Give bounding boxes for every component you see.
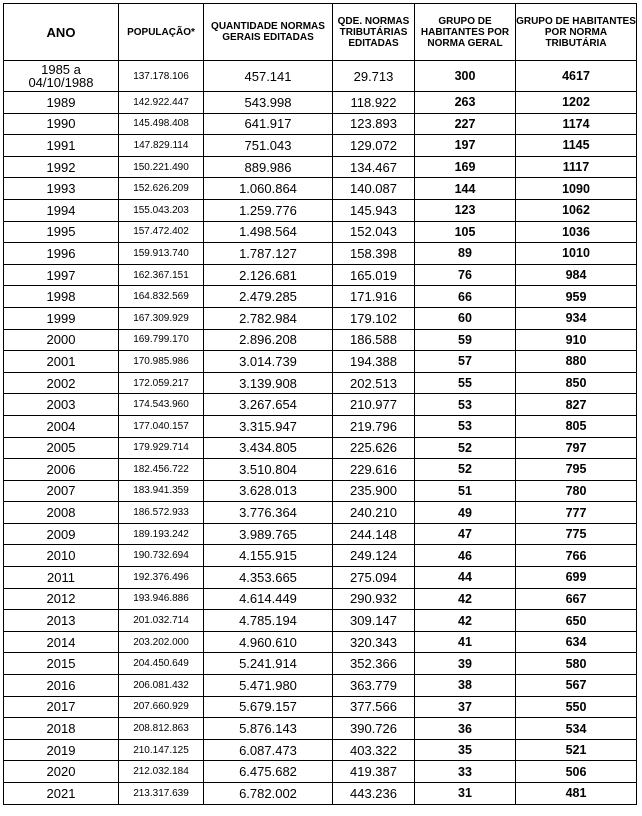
normas-tributarias-cell: 320.343 (333, 631, 415, 653)
habitantes-norma-tributaria-cell: 567 (516, 675, 637, 697)
header-ano: ANO (4, 4, 119, 61)
year-cell: 2011 (4, 567, 119, 589)
habitantes-norma-geral-cell: 47 (415, 523, 516, 545)
table-row (4, 199, 637, 221)
table-row (4, 610, 637, 632)
population-cell: 212.032.184 (119, 761, 204, 783)
year-cell: 2016 (4, 675, 119, 697)
normas-tributarias-cell: 29.713 (333, 61, 415, 92)
habitantes-norma-geral-cell: 66 (415, 286, 516, 308)
habitantes-norma-tributaria-cell: 699 (516, 567, 637, 589)
year-cell (4, 61, 119, 92)
table-row (4, 61, 637, 92)
year-cell-line1: 1985 a (41, 62, 81, 77)
normas-gerais-cell: 3.315.947 (204, 415, 333, 437)
population-cell: 179.929.714 (119, 437, 204, 459)
population-cell: 137.178.106 (119, 61, 204, 92)
habitantes-norma-geral-cell: 123 (415, 199, 516, 221)
year-cell: 2007 (4, 480, 119, 502)
header-habitantes-norma-tributaria: GRUPO DE HABITANTES POR NORMA TRIBUTÁRIA (516, 4, 637, 61)
habitantes-norma-tributaria-cell: 1090 (516, 178, 637, 200)
habitantes-norma-geral-cell: 41 (415, 631, 516, 653)
habitantes-norma-geral-cell: 227 (415, 113, 516, 135)
normas-gerais-cell: 4.155.915 (204, 545, 333, 567)
header-normas-tributarias: QDE. NORMAS TRIBUTÁRIAS EDITADAS (333, 4, 415, 61)
header-normas-gerais: QUANTIDADE NORMAS GERAIS EDITADAS (204, 4, 333, 61)
population-cell: 203.202.000 (119, 631, 204, 653)
normas-gerais-cell: 3.776.364 (204, 502, 333, 524)
habitantes-norma-geral-cell: 144 (415, 178, 516, 200)
habitantes-norma-tributaria-cell: 827 (516, 394, 637, 416)
habitantes-norma-tributaria-cell: 534 (516, 718, 637, 740)
population-cell: 167.309.929 (119, 307, 204, 329)
table-row (4, 653, 637, 675)
year-cell: 2015 (4, 653, 119, 675)
normas-tributarias-cell: 134.467 (333, 156, 415, 178)
normas-gerais-cell: 5.241.914 (204, 653, 333, 675)
year-cell: 2006 (4, 459, 119, 481)
habitantes-norma-geral-cell: 49 (415, 502, 516, 524)
table-row (4, 545, 637, 567)
normas-gerais-cell: 3.434.805 (204, 437, 333, 459)
habitantes-norma-geral-cell: 51 (415, 480, 516, 502)
habitantes-norma-tributaria-cell: 1117 (516, 156, 637, 178)
normas-gerais-cell: 751.043 (204, 135, 333, 157)
normas-tributarias-cell: 171.916 (333, 286, 415, 308)
habitantes-norma-geral-cell: 35 (415, 739, 516, 761)
year-cell: 2019 (4, 739, 119, 761)
normas-gerais-cell: 3.628.013 (204, 480, 333, 502)
habitantes-norma-tributaria-cell: 880 (516, 351, 637, 373)
habitantes-norma-tributaria-cell: 650 (516, 610, 637, 632)
population-cell: 142.922.447 (119, 92, 204, 114)
population-cell: 162.367.151 (119, 264, 204, 286)
table-row (4, 783, 637, 805)
normas-tributarias-cell: 194.388 (333, 351, 415, 373)
habitantes-norma-tributaria-cell: 797 (516, 437, 637, 459)
normas-tributarias-cell: 229.616 (333, 459, 415, 481)
normas-tributarias-cell: 165.019 (333, 264, 415, 286)
population-cell: 186.572.933 (119, 502, 204, 524)
normas-tributarias-cell: 403.322 (333, 739, 415, 761)
normas-tributarias-cell: 244.148 (333, 523, 415, 545)
habitantes-norma-tributaria-cell: 766 (516, 545, 637, 567)
population-cell: 192.376.496 (119, 567, 204, 589)
population-cell: 182.456.722 (119, 459, 204, 481)
population-cell: 189.193.242 (119, 523, 204, 545)
normas-tributarias-cell: 158.398 (333, 243, 415, 265)
table-row (4, 135, 637, 157)
habitantes-norma-tributaria-cell: 780 (516, 480, 637, 502)
normas-tributarias-cell: 123.893 (333, 113, 415, 135)
habitantes-norma-tributaria-cell: 850 (516, 372, 637, 394)
normas-gerais-cell: 5.471.980 (204, 675, 333, 697)
population-cell: 159.913.740 (119, 243, 204, 265)
year-cell-line2: 04/10/1988 (28, 75, 94, 90)
year-cell: 1995 (4, 221, 119, 243)
population-cell: 174.543.960 (119, 394, 204, 416)
population-cell: 208.812.863 (119, 718, 204, 740)
normas-tributarias-cell: 179.102 (333, 307, 415, 329)
table-row (4, 739, 637, 761)
normas-gerais-cell: 4.960.610 (204, 631, 333, 653)
normas-tributarias-cell: 210.977 (333, 394, 415, 416)
normas-gerais-cell: 1.259.776 (204, 199, 333, 221)
year-cell: 1993 (4, 178, 119, 200)
normas-gerais-cell: 1.787.127 (204, 243, 333, 265)
normas-gerais-cell: 1.060.864 (204, 178, 333, 200)
normas-tributarias-cell: 140.087 (333, 178, 415, 200)
habitantes-norma-geral-cell: 89 (415, 243, 516, 265)
year-cell: 2017 (4, 696, 119, 718)
table-row (4, 113, 637, 135)
table-row (4, 675, 637, 697)
population-cell: 150.221.490 (119, 156, 204, 178)
table-row (4, 459, 637, 481)
year-cell: 2000 (4, 329, 119, 351)
population-cell: 147.829.114 (119, 135, 204, 157)
table-row (4, 567, 637, 589)
population-cell: 207.660.929 (119, 696, 204, 718)
table-row (4, 156, 637, 178)
habitantes-norma-tributaria-cell: 1145 (516, 135, 637, 157)
habitantes-norma-tributaria-cell: 4617 (516, 61, 637, 92)
year-cell: 1989 (4, 92, 119, 114)
year-cell: 2020 (4, 761, 119, 783)
normas-gerais-cell: 543.998 (204, 92, 333, 114)
normas-tributarias-cell: 186.588 (333, 329, 415, 351)
normas-tributarias-cell: 443.236 (333, 783, 415, 805)
year-cell: 2014 (4, 631, 119, 653)
normas-table (3, 3, 637, 805)
table-row (4, 329, 637, 351)
population-cell: 157.472.402 (119, 221, 204, 243)
habitantes-norma-tributaria-cell: 805 (516, 415, 637, 437)
habitantes-norma-tributaria-cell: 775 (516, 523, 637, 545)
habitantes-norma-geral-cell: 36 (415, 718, 516, 740)
table-row (4, 221, 637, 243)
habitantes-norma-tributaria-cell: 910 (516, 329, 637, 351)
table-row (4, 243, 637, 265)
year-cell: 1994 (4, 199, 119, 221)
normas-gerais-cell: 3.139.908 (204, 372, 333, 394)
normas-gerais-cell: 4.785.194 (204, 610, 333, 632)
population-cell: 206.081.432 (119, 675, 204, 697)
table-row (4, 761, 637, 783)
habitantes-norma-tributaria-cell: 1036 (516, 221, 637, 243)
habitantes-norma-tributaria-cell: 1174 (516, 113, 637, 135)
year-cell: 2005 (4, 437, 119, 459)
habitantes-norma-tributaria-cell: 1010 (516, 243, 637, 265)
normas-gerais-cell: 2.896.208 (204, 329, 333, 351)
normas-tributarias-cell: 275.094 (333, 567, 415, 589)
habitantes-norma-tributaria-cell: 795 (516, 459, 637, 481)
normas-tributarias-cell: 129.072 (333, 135, 415, 157)
table-row (4, 394, 637, 416)
habitantes-norma-geral-cell: 33 (415, 761, 516, 783)
habitantes-norma-geral-cell: 53 (415, 394, 516, 416)
normas-gerais-cell: 3.510.804 (204, 459, 333, 481)
normas-gerais-cell: 5.876.143 (204, 718, 333, 740)
year-cell: 2008 (4, 502, 119, 524)
normas-tributarias-cell: 240.210 (333, 502, 415, 524)
habitantes-norma-tributaria-cell: 1062 (516, 199, 637, 221)
table-row (4, 696, 637, 718)
header-habitantes-norma-geral: GRUPO DE HABITANTES POR NORMA GERAL (415, 4, 516, 61)
habitantes-norma-geral-cell: 42 (415, 588, 516, 610)
habitantes-norma-geral-cell: 57 (415, 351, 516, 373)
habitantes-norma-tributaria-cell: 550 (516, 696, 637, 718)
habitantes-norma-geral-cell: 76 (415, 264, 516, 286)
normas-tributarias-cell: 235.900 (333, 480, 415, 502)
habitantes-norma-geral-cell: 60 (415, 307, 516, 329)
normas-tributarias-cell: 225.626 (333, 437, 415, 459)
normas-tributarias-cell: 249.124 (333, 545, 415, 567)
population-cell: 152.626.209 (119, 178, 204, 200)
habitantes-norma-geral-cell: 31 (415, 783, 516, 805)
habitantes-norma-tributaria-cell: 777 (516, 502, 637, 524)
normas-gerais-cell: 2.126.681 (204, 264, 333, 286)
normas-gerais-cell: 5.679.157 (204, 696, 333, 718)
table-row (4, 286, 637, 308)
habitantes-norma-tributaria-cell: 667 (516, 588, 637, 610)
normas-tributarias-cell: 290.932 (333, 588, 415, 610)
year-cell: 2003 (4, 394, 119, 416)
habitantes-norma-tributaria-cell: 481 (516, 783, 637, 805)
table-row (4, 502, 637, 524)
habitantes-norma-geral-cell: 42 (415, 610, 516, 632)
table-row (4, 264, 637, 286)
table-row (4, 437, 637, 459)
habitantes-norma-geral-cell: 55 (415, 372, 516, 394)
header-populacao: POPULAÇÃO* (119, 4, 204, 61)
normas-gerais-cell: 2.782.984 (204, 307, 333, 329)
population-cell: 164.832.569 (119, 286, 204, 308)
year-cell: 2009 (4, 523, 119, 545)
normas-gerais-cell: 1.498.564 (204, 221, 333, 243)
normas-gerais-cell: 3.267.654 (204, 394, 333, 416)
year-cell: 1999 (4, 307, 119, 329)
habitantes-norma-geral-cell: 300 (415, 61, 516, 92)
year-cell: 1998 (4, 286, 119, 308)
population-cell: 145.498.408 (119, 113, 204, 135)
population-cell: 201.032.714 (119, 610, 204, 632)
population-cell: 193.946.886 (119, 588, 204, 610)
normas-tributarias-cell: 219.796 (333, 415, 415, 437)
habitantes-norma-geral-cell: 52 (415, 459, 516, 481)
table-row (4, 415, 637, 437)
table-row (4, 523, 637, 545)
habitantes-norma-tributaria-cell: 1202 (516, 92, 637, 114)
normas-gerais-cell: 889.986 (204, 156, 333, 178)
year-cell: 2004 (4, 415, 119, 437)
population-cell: 170.985.986 (119, 351, 204, 373)
year-cell: 1991 (4, 135, 119, 157)
normas-gerais-cell: 3.989.765 (204, 523, 333, 545)
normas-tributarias-cell: 363.779 (333, 675, 415, 697)
normas-tributarias-cell: 377.566 (333, 696, 415, 718)
habitantes-norma-tributaria-cell: 984 (516, 264, 637, 286)
table-header (4, 4, 637, 61)
population-cell: 172.059.217 (119, 372, 204, 394)
normas-gerais-cell: 2.479.285 (204, 286, 333, 308)
normas-tributarias-cell: 145.943 (333, 199, 415, 221)
table-row (4, 92, 637, 114)
population-cell: 169.799.170 (119, 329, 204, 351)
normas-tributarias-cell: 390.726 (333, 718, 415, 740)
population-cell: 213.317.639 (119, 783, 204, 805)
normas-gerais-cell: 3.014.739 (204, 351, 333, 373)
habitantes-norma-tributaria-cell: 934 (516, 307, 637, 329)
year-cell: 2010 (4, 545, 119, 567)
population-cell: 204.450.649 (119, 653, 204, 675)
habitantes-norma-geral-cell: 59 (415, 329, 516, 351)
normas-tributarias-cell: 352.366 (333, 653, 415, 675)
habitantes-norma-tributaria-cell: 634 (516, 631, 637, 653)
table-row (4, 480, 637, 502)
habitantes-norma-geral-cell: 44 (415, 567, 516, 589)
table-row (4, 372, 637, 394)
habitantes-norma-geral-cell: 46 (415, 545, 516, 567)
year-cell: 2001 (4, 351, 119, 373)
normas-tributarias-cell: 202.513 (333, 372, 415, 394)
habitantes-norma-geral-cell: 37 (415, 696, 516, 718)
table-row (4, 351, 637, 373)
habitantes-norma-geral-cell: 197 (415, 135, 516, 157)
normas-gerais-cell: 6.782.002 (204, 783, 333, 805)
year-cell: 2013 (4, 610, 119, 632)
habitantes-norma-geral-cell: 39 (415, 653, 516, 675)
year-cell: 2002 (4, 372, 119, 394)
habitantes-norma-tributaria-cell: 521 (516, 739, 637, 761)
table-body (4, 61, 637, 805)
year-cell: 2021 (4, 783, 119, 805)
habitantes-norma-geral-cell: 38 (415, 675, 516, 697)
table-row (4, 631, 637, 653)
header-row (4, 4, 637, 61)
normas-gerais-cell: 641.917 (204, 113, 333, 135)
year-cell: 1992 (4, 156, 119, 178)
table-row (4, 307, 637, 329)
habitantes-norma-tributaria-cell: 506 (516, 761, 637, 783)
year-cell: 1990 (4, 113, 119, 135)
population-cell: 183.941.359 (119, 480, 204, 502)
habitantes-norma-geral-cell: 169 (415, 156, 516, 178)
year-cell: 1997 (4, 264, 119, 286)
population-cell: 210.147.125 (119, 739, 204, 761)
year-cell: 2012 (4, 588, 119, 610)
normas-gerais-cell: 4.353.665 (204, 567, 333, 589)
table-row (4, 178, 637, 200)
table-row (4, 718, 637, 740)
normas-tributarias-cell: 419.387 (333, 761, 415, 783)
habitantes-norma-tributaria-cell: 580 (516, 653, 637, 675)
habitantes-norma-geral-cell: 52 (415, 437, 516, 459)
normas-gerais-cell: 457.141 (204, 61, 333, 92)
habitantes-norma-geral-cell: 105 (415, 221, 516, 243)
normas-gerais-cell: 4.614.449 (204, 588, 333, 610)
normas-tributarias-cell: 309.147 (333, 610, 415, 632)
habitantes-norma-tributaria-cell: 959 (516, 286, 637, 308)
population-cell: 155.043.203 (119, 199, 204, 221)
normas-tributarias-cell: 118.922 (333, 92, 415, 114)
year-cell: 1996 (4, 243, 119, 265)
normas-gerais-cell: 6.475.682 (204, 761, 333, 783)
population-cell: 190.732.694 (119, 545, 204, 567)
year-cell: 2018 (4, 718, 119, 740)
population-cell: 177.040.157 (119, 415, 204, 437)
normas-gerais-cell: 6.087.473 (204, 739, 333, 761)
habitantes-norma-geral-cell: 263 (415, 92, 516, 114)
table-row (4, 588, 637, 610)
normas-tributarias-cell: 152.043 (333, 221, 415, 243)
habitantes-norma-geral-cell: 53 (415, 415, 516, 437)
